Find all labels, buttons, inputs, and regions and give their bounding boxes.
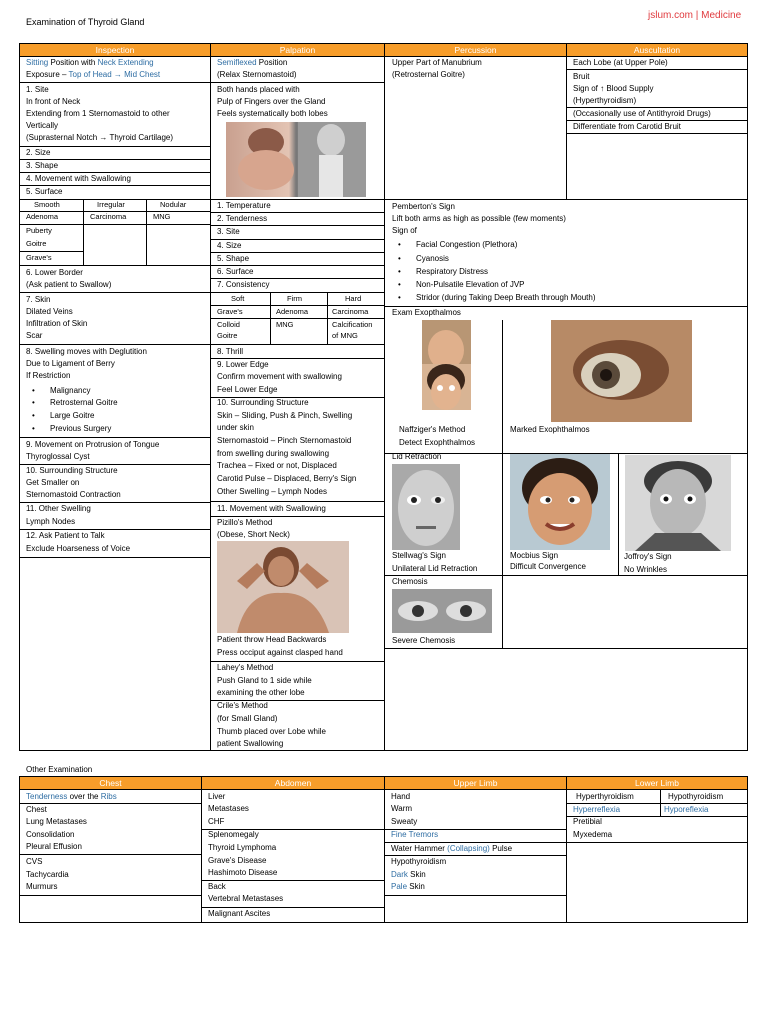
joffroy-photo (625, 455, 731, 551)
insp-lower-border: 6. Lower Border (26, 268, 83, 277)
insp-other-swelling: 11. Other Swelling (26, 504, 91, 513)
insp-surface: 5. Surface (26, 187, 63, 196)
insp-deglutition: 8. Swelling moves with Deglutition (26, 347, 147, 356)
water-hammer: Water Hammer (Collapsing) Pulse (391, 844, 513, 853)
moebius-photo (510, 454, 610, 550)
inspection-exposure: Exposure – Top of Head → Mid Chest (26, 70, 161, 79)
insp-skin: 7. Skin (26, 295, 51, 304)
page-title: Examination of Thyroid Gland (26, 17, 145, 27)
lid-title: Lid Retraction (392, 452, 442, 461)
stellwag-photo (392, 464, 460, 550)
marked-exophthalmos-photo (551, 320, 692, 422)
chemosis-title: Chemosis (392, 577, 428, 586)
inspection-position: Sitting Position with Neck Extending (26, 58, 154, 67)
insp-site-title: 1. Site (26, 85, 49, 94)
pizillo-photo (217, 541, 349, 633)
pemberton-title: Pemberton's Sign (392, 202, 455, 211)
insp-tongue: 9. Movement on Protrusion of Tongue (26, 440, 160, 449)
header-inspection: Inspection (20, 44, 210, 56)
insp-talk: 12. Ask Patient to Talk (26, 531, 105, 540)
header-percussion: Percussion (385, 44, 566, 56)
header-upper-limb: Upper Limb (385, 777, 566, 789)
palp-position: Semiflexed Position (217, 58, 288, 67)
insp-surrounding: 10. Surrounding Structure (26, 466, 118, 475)
other-title: Other Examination (26, 765, 93, 774)
insp-shape: 3. Shape (26, 161, 59, 170)
header-chest: Chest (20, 777, 201, 789)
header-lower-limb: Lower Limb (567, 777, 747, 789)
header-auscultation: Auscultation (567, 44, 747, 56)
source-label[interactable]: jslum.com | Medicine (648, 10, 742, 21)
header-palpation: Palpation (211, 44, 384, 56)
exo-title: Exam Exopthalmos (392, 308, 461, 317)
insp-size: 2. Size (26, 148, 51, 157)
chest-tenderness: Tenderness over the Ribs (26, 792, 117, 801)
naffziger-photo (422, 320, 471, 410)
insp-movement: 4. Movement with Swallowing (26, 174, 131, 183)
palpation-photo (226, 122, 366, 197)
header-abdomen: Abdomen (202, 777, 384, 789)
chemosis-photo (392, 589, 492, 633)
